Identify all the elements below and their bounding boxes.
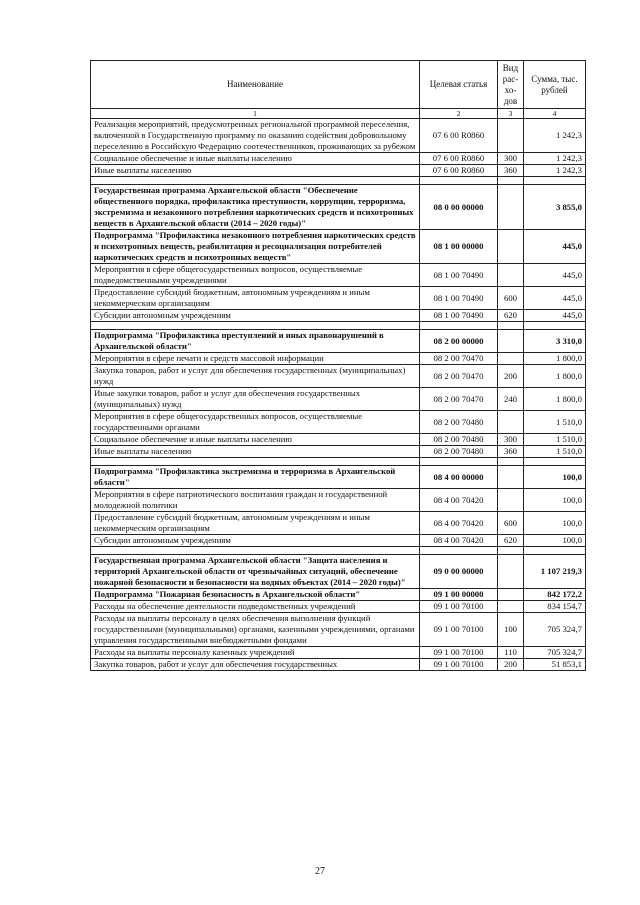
spacer-cell xyxy=(524,322,586,330)
row-name: Мероприятия в сфере общегосударственных вопросов, осуществляемые государственными органами xyxy=(91,411,420,434)
page-number: 27 xyxy=(315,866,325,877)
spacer-cell xyxy=(524,458,586,466)
row-expense-type: 240 xyxy=(498,388,524,411)
spacer-row xyxy=(91,547,586,555)
table-row xyxy=(91,647,586,659)
row-target-code: 08 2 00 70470 xyxy=(420,388,498,411)
row-expense-type: 620 xyxy=(498,310,524,322)
row-expense-type: 300 xyxy=(498,153,524,165)
table-body xyxy=(91,61,586,671)
column-number-row xyxy=(91,109,586,119)
row-name: Предоставление субсидий бюджетным, автономным учреждениям и иным некоммерческим организациям xyxy=(91,512,420,535)
spacer-cell xyxy=(498,177,524,185)
row-sum: 1 107 219,3 xyxy=(524,555,586,589)
table-row xyxy=(91,353,586,365)
row-sum: 842 172,2 xyxy=(524,589,586,601)
row-sum: 3 310,0 xyxy=(524,330,586,353)
row-expense-type xyxy=(498,411,524,434)
table-row xyxy=(91,330,586,353)
row-name: Государственная программа Архангельской области "Обеспечение общественного порядка, профилактика преступности, коррупции, терроризма, экстремизма и незаконного потребления наркотических средств и психотропных веществ в Архангельской области (2014 – 2020 годы)" xyxy=(91,185,420,230)
row-target-code: 09 1 00 70100 xyxy=(420,659,498,671)
row-target-code: 08 4 00 70420 xyxy=(420,535,498,547)
row-expense-type xyxy=(498,264,524,287)
row-target-code: 08 0 00 00000 xyxy=(420,185,498,230)
row-name: Иные выплаты населению xyxy=(91,446,420,458)
row-name: Подпрограмма "Пожарная безопасность в Архангельской области" xyxy=(91,589,420,601)
row-expense-type: 100 xyxy=(498,613,524,647)
table-row xyxy=(91,165,586,177)
row-target-code: 09 1 00 00000 xyxy=(420,589,498,601)
row-expense-type: 360 xyxy=(498,446,524,458)
table-row xyxy=(91,119,586,153)
row-expense-type xyxy=(498,330,524,353)
row-sum: 1 800,0 xyxy=(524,365,586,388)
spacer-row xyxy=(91,177,586,185)
row-sum: 445,0 xyxy=(524,264,586,287)
row-name: Иные закупки товаров, работ и услуг для обеспечения государственных (муниципальных) нужд xyxy=(91,388,420,411)
row-expense-type xyxy=(498,601,524,613)
row-sum: 1 800,0 xyxy=(524,388,586,411)
row-expense-type xyxy=(498,466,524,489)
table-row xyxy=(91,466,586,489)
row-sum: 834 154,7 xyxy=(524,601,586,613)
table-row xyxy=(91,446,586,458)
row-sum: 100,0 xyxy=(524,535,586,547)
column-number: 2 xyxy=(420,109,498,119)
table-row xyxy=(91,512,586,535)
table-row xyxy=(91,365,586,388)
row-sum: 1 510,0 xyxy=(524,446,586,458)
row-name: Расходы на выплаты персоналу казенных учреждений xyxy=(91,647,420,659)
spacer-row xyxy=(91,458,586,466)
spacer-cell xyxy=(524,547,586,555)
row-target-code: 09 1 00 70100 xyxy=(420,613,498,647)
row-sum: 1 242,3 xyxy=(524,119,586,153)
row-target-code: 09 1 00 70100 xyxy=(420,647,498,659)
table-row xyxy=(91,489,586,512)
table-row xyxy=(91,659,586,671)
row-name: Расходы на выплаты персоналу в целях обеспечения выполнения функций государственными (муниципальными) органами, казенными учреждениями, органами управления государственными внебюджетными фондами xyxy=(91,613,420,647)
table-row xyxy=(91,434,586,446)
header-sum: Сумма, тыс. рублей xyxy=(524,61,586,109)
row-name: Государственная программа Архангельской области "Защита населения и территорий Архангельской области от чрезвычайных ситуаций, обеспечение пожарной безопасности и безопасности на водных объектах (2014 – 2020 годы)" xyxy=(91,555,420,589)
row-expense-type xyxy=(498,589,524,601)
row-sum: 1 242,3 xyxy=(524,165,586,177)
row-expense-type: 360 xyxy=(498,165,524,177)
row-sum: 445,0 xyxy=(524,287,586,310)
table-row xyxy=(91,153,586,165)
row-target-code: 08 2 00 00000 xyxy=(420,330,498,353)
row-name: Мероприятия в сфере патриотического воспитания граждан и государственной молодежной политики xyxy=(91,489,420,512)
row-sum: 1 242,3 xyxy=(524,153,586,165)
row-name: Закупка товаров, работ и услуг для обеспечения государственных (муниципальных) нужд xyxy=(91,365,420,388)
table-row xyxy=(91,601,586,613)
spacer-cell xyxy=(498,322,524,330)
row-name: Субсидии автономным учреждениям xyxy=(91,310,420,322)
row-name: Расходы на обеспечение деятельности подведомственных учреждений xyxy=(91,601,420,613)
header-row xyxy=(91,61,586,109)
header-target: Целевая статья xyxy=(420,61,498,109)
row-expense-type xyxy=(498,353,524,365)
row-expense-type xyxy=(498,230,524,264)
row-sum: 705 324,7 xyxy=(524,613,586,647)
column-number: 4 xyxy=(524,109,586,119)
budget-table xyxy=(90,60,586,671)
row-name: Мероприятия в сфере общегосударственных вопросов, осуществляемые подведомственными учреждениями xyxy=(91,264,420,287)
row-target-code: 08 2 00 70480 xyxy=(420,446,498,458)
header-type: Вид рас-хо-дов xyxy=(498,61,524,109)
row-name: Подпрограмма "Профилактика экстремизма и терроризма в Архангельской области" xyxy=(91,466,420,489)
table-row xyxy=(91,555,586,589)
row-expense-type: 600 xyxy=(498,512,524,535)
spacer-cell xyxy=(91,547,420,555)
table-row xyxy=(91,264,586,287)
row-target-code: 07 6 00 R0860 xyxy=(420,153,498,165)
spacer-cell xyxy=(91,177,420,185)
row-name: Социальное обеспечение и иные выплаты населению xyxy=(91,153,420,165)
row-target-code: 08 2 00 70470 xyxy=(420,365,498,388)
row-sum: 51 853,1 xyxy=(524,659,586,671)
row-target-code: 08 1 00 70490 xyxy=(420,264,498,287)
row-sum: 1 510,0 xyxy=(524,411,586,434)
row-expense-type: 110 xyxy=(498,647,524,659)
row-sum: 100,0 xyxy=(524,466,586,489)
row-target-code: 09 0 00 00000 xyxy=(420,555,498,589)
row-expense-type: 200 xyxy=(498,365,524,388)
spacer-cell xyxy=(91,458,420,466)
row-sum: 705 324,7 xyxy=(524,647,586,659)
spacer-cell xyxy=(524,177,586,185)
row-target-code: 08 1 00 70490 xyxy=(420,310,498,322)
column-number: 1 xyxy=(91,109,420,119)
row-expense-type: 200 xyxy=(498,659,524,671)
row-sum: 100,0 xyxy=(524,512,586,535)
row-sum: 1 800,0 xyxy=(524,353,586,365)
table-row xyxy=(91,230,586,264)
row-name: Реализация мероприятий, предусмотренных региональной программой переселения, включенной в Государственную программу по оказанию содействия добровольному переселению в Российскую Федерацию соотечественников, проживающих за рубежом xyxy=(91,119,420,153)
row-target-code: 09 1 00 70100 xyxy=(420,601,498,613)
row-expense-type xyxy=(498,489,524,512)
row-sum: 100,0 xyxy=(524,489,586,512)
header-name: Наименование xyxy=(91,61,420,109)
row-target-code: 08 4 00 70420 xyxy=(420,489,498,512)
row-name: Мероприятия в сфере печати и средств массовой информации xyxy=(91,353,420,365)
row-sum: 445,0 xyxy=(524,230,586,264)
row-target-code: 07 6 00 R0860 xyxy=(420,165,498,177)
row-expense-type: 600 xyxy=(498,287,524,310)
table-row xyxy=(91,185,586,230)
spacer-cell xyxy=(420,458,498,466)
row-name: Закупка товаров, работ и услуг для обеспечения государственных xyxy=(91,659,420,671)
row-name: Социальное обеспечение и иные выплаты населению xyxy=(91,434,420,446)
row-expense-type xyxy=(498,119,524,153)
row-name: Подпрограмма "Профилактика преступлений и иных правонарушений в Архангельской области" xyxy=(91,330,420,353)
table-row xyxy=(91,287,586,310)
row-expense-type xyxy=(498,185,524,230)
row-name: Субсидии автономным учреждениям xyxy=(91,535,420,547)
table-row xyxy=(91,411,586,434)
row-target-code: 07 6 00 R0860 xyxy=(420,119,498,153)
row-sum: 3 855,0 xyxy=(524,185,586,230)
row-sum: 1 510,0 xyxy=(524,434,586,446)
row-target-code: 08 4 00 00000 xyxy=(420,466,498,489)
row-target-code: 08 1 00 70490 xyxy=(420,287,498,310)
table-row xyxy=(91,535,586,547)
row-name: Подпрограмма "Профилактика незаконного потребления наркотических средств и психотропных веществ, реабилитация и ресоциализация потребителей наркотических средств и психотропных веществ" xyxy=(91,230,420,264)
table-row xyxy=(91,388,586,411)
row-target-code: 08 2 00 70470 xyxy=(420,353,498,365)
spacer-cell xyxy=(498,458,524,466)
row-target-code: 08 2 00 70480 xyxy=(420,434,498,446)
row-sum: 445,0 xyxy=(524,310,586,322)
spacer-cell xyxy=(91,322,420,330)
column-number: 3 xyxy=(498,109,524,119)
row-name: Иные выплаты населению xyxy=(91,165,420,177)
table-row xyxy=(91,613,586,647)
spacer-cell xyxy=(420,547,498,555)
row-name: Предоставление субсидий бюджетным, автономным учреждениям и иным некоммерческим организациям xyxy=(91,287,420,310)
table-row xyxy=(91,589,586,601)
spacer-row xyxy=(91,322,586,330)
spacer-cell xyxy=(420,177,498,185)
table-row xyxy=(91,310,586,322)
row-expense-type xyxy=(498,555,524,589)
spacer-cell xyxy=(498,547,524,555)
row-expense-type: 620 xyxy=(498,535,524,547)
row-target-code: 08 1 00 00000 xyxy=(420,230,498,264)
row-target-code: 08 2 00 70480 xyxy=(420,411,498,434)
spacer-cell xyxy=(420,322,498,330)
row-expense-type: 300 xyxy=(498,434,524,446)
row-target-code: 08 4 00 70420 xyxy=(420,512,498,535)
